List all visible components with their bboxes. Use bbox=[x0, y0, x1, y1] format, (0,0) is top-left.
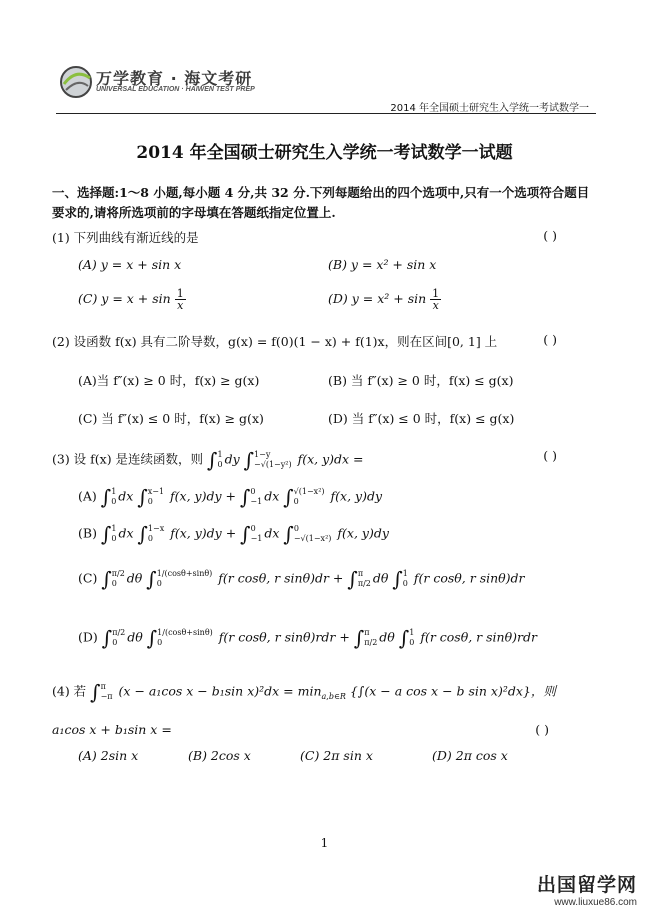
integral-limits: 1 0 bbox=[111, 524, 117, 543]
integral-sign-icon: ∫ bbox=[146, 567, 157, 591]
integral-sign-icon: ∫ bbox=[398, 626, 410, 650]
q4-option-b: (B) 2cos x bbox=[188, 748, 251, 763]
dx-symbol: dx bbox=[118, 525, 134, 541]
integral-limits: 0 −√(1−x²) bbox=[293, 524, 332, 543]
integral-sign-icon: ∫ bbox=[90, 680, 101, 704]
q4-option-d: (D) 2π cos x bbox=[432, 748, 508, 763]
q3-option-a bbox=[78, 485, 382, 509]
dtheta-symbol: dθ bbox=[127, 629, 143, 645]
q3-answer-paren: ( ) bbox=[543, 448, 557, 463]
q4-answer-paren: ( ) bbox=[535, 722, 549, 737]
haiwen-logo-icon bbox=[58, 64, 94, 100]
integral-limits: 1−x 0 bbox=[147, 524, 165, 543]
q2-option-b: (B) 当 f″(x) ≥ 0 时，f(x) ≤ g(x) bbox=[328, 373, 514, 388]
q3-stem bbox=[52, 448, 364, 472]
integral-sign-icon: ∫ bbox=[392, 567, 403, 591]
q1-option-a: (A) y = x + sin x bbox=[78, 257, 182, 272]
q3-option-d-expr2: f(r cosθ, r sinθ)rdr bbox=[420, 629, 537, 645]
q4-stem-expr2: {∫(x − a cos x − b sin x)²dx}，则 bbox=[349, 683, 556, 699]
integral-sign-icon: ∫ bbox=[101, 626, 113, 650]
q4-line2: a₁cos x + b₁sin x = bbox=[52, 722, 172, 737]
integral-limits: 0 −1 bbox=[250, 524, 263, 543]
integral-sign-icon: ∫ bbox=[207, 448, 218, 472]
integral-sign-icon: ∫ bbox=[100, 522, 112, 546]
q3-option-b bbox=[78, 522, 389, 546]
q4-stem bbox=[52, 680, 556, 704]
q1-answer-paren: ( ) bbox=[543, 228, 557, 243]
integral-limits: 1/(cosθ+sinθ) 0 bbox=[156, 569, 213, 588]
frac-denominator: x bbox=[432, 299, 439, 312]
q2-option-d: (D) 当 f″(x) ≤ 0 时，f(x) ≤ g(x) bbox=[328, 411, 515, 426]
integral-sign-icon: ∫ bbox=[137, 485, 148, 509]
q3-option-a-expr: f(x, y)dy + bbox=[170, 488, 236, 504]
q3-option-a-expr2: f(x, y)dy bbox=[330, 488, 383, 504]
dtheta-symbol: dθ bbox=[126, 570, 143, 586]
integral-limits: 1 0 bbox=[111, 487, 117, 506]
integral-limits: 1 0 bbox=[409, 628, 415, 647]
q3-option-d bbox=[78, 626, 537, 650]
q2-stem: (2) 设函数 f(x) 具有二阶导数，g(x) = f(0)(1 − x) + f(1)x，则在区间[0, 1] 上 bbox=[52, 334, 498, 349]
dx-symbol: dx bbox=[118, 488, 134, 504]
q2-answer-paren: ( ) bbox=[543, 332, 557, 347]
integral-sign-icon: ∫ bbox=[239, 485, 251, 509]
q3-option-c-expr2: f(r cosθ, r sinθ)dr bbox=[413, 570, 525, 586]
page-title: 2014 年全国硕士研究生入学统一考试数学一试题 bbox=[136, 143, 513, 163]
integral-limits: π π/2 bbox=[364, 628, 378, 647]
integral-sign-icon: ∫ bbox=[283, 485, 294, 509]
q1-option-c bbox=[78, 288, 186, 311]
integral-limits: π −π bbox=[100, 682, 113, 701]
q4-option-c: (C) 2π sin x bbox=[300, 748, 373, 763]
integral-limits: 1/(cosθ+sinθ) 0 bbox=[157, 628, 213, 647]
integral-sign-icon: ∫ bbox=[347, 567, 358, 591]
integral-limits: 0 −1 bbox=[250, 487, 263, 506]
integral-limits: x−1 0 bbox=[147, 487, 165, 506]
watermark bbox=[537, 870, 637, 908]
q1-option-d-text: (D) y = x² + sin bbox=[328, 291, 427, 306]
frac-numerator: 1 bbox=[176, 287, 184, 300]
integral-sign-icon: ∫ bbox=[100, 485, 112, 509]
integral-sign-icon: ∫ bbox=[243, 448, 255, 472]
q2-option-a: (A)当 f″(x) ≥ 0 时，f(x) ≥ g(x) bbox=[78, 373, 260, 388]
q3-option-d-expr: f(r cosθ, r sinθ)rdr + bbox=[218, 629, 350, 645]
integral-sign-icon: ∫ bbox=[146, 626, 158, 650]
q3-option-a-label: (A) bbox=[78, 488, 97, 504]
q3-option-d-label: (D) bbox=[78, 629, 98, 645]
q4-min-subscript: a,b∈R bbox=[321, 692, 346, 701]
q1-option-c-fraction bbox=[175, 288, 186, 311]
q3-stem-text: (3) 设 f(x) 是连续函数，则 bbox=[52, 451, 204, 467]
q1-option-c-text: (C) y = x + sin bbox=[78, 291, 171, 306]
q3-option-b-label: (B) bbox=[78, 525, 97, 541]
q1-option-d-fraction bbox=[430, 288, 441, 311]
section-heading: 一、选择题:1～8 小题,每小题 4 分,共 32 分.下列每题给出的四个选项中,只有一个选项符合题目要求的,请将所选项前的字母填在答题纸指定位置上. bbox=[52, 185, 590, 220]
integral-limits: π/2 0 bbox=[112, 628, 126, 647]
q4-stem-expr: (x − a₁cos x − b₁sin x)²dx = min bbox=[118, 683, 322, 699]
q3-option-b-expr: f(x, y)dy + bbox=[170, 525, 237, 541]
integral-limits: π/2 0 bbox=[111, 569, 125, 588]
header-exam-title: 2014 年全国硕士研究生入学统一考试数学一 bbox=[390, 103, 589, 114]
watermark-cn: 出国留学网 bbox=[536, 874, 637, 896]
integral-limits: 1 0 bbox=[217, 450, 223, 469]
dy-symbol: dy bbox=[224, 451, 240, 467]
integral-limits: 1−y −√(1−y²) bbox=[254, 450, 292, 469]
logo-text-en: UNIVERSAL EDUCATION · HAIWEN TEST PREP bbox=[96, 86, 255, 93]
dtheta-symbol: dθ bbox=[379, 629, 395, 645]
q1-option-b: (B) y = x² + sin x bbox=[328, 257, 437, 272]
q1-option-d bbox=[328, 288, 441, 311]
integral-sign-icon: ∫ bbox=[283, 522, 294, 546]
integral-sign-icon: ∫ bbox=[101, 567, 112, 591]
page-number: 1 bbox=[320, 836, 329, 850]
q4-option-a: (A) 2sin x bbox=[78, 748, 139, 763]
integral-limits: √(1−x²) 0 bbox=[293, 487, 325, 506]
header-divider bbox=[56, 113, 596, 114]
q3-option-b-expr2: f(x, y)dy bbox=[337, 525, 389, 541]
integral-limits: 1 0 bbox=[402, 569, 408, 588]
q1-stem: (1) 下列曲线有渐近线的是 bbox=[52, 230, 199, 245]
watermark-url: www.liuxue86.com bbox=[554, 897, 637, 908]
integral-sign-icon: ∫ bbox=[137, 522, 148, 546]
q4-stem-text: (4) 若 bbox=[52, 683, 87, 699]
dtheta-symbol: dθ bbox=[372, 570, 389, 586]
q3-option-c-label: (C) bbox=[78, 570, 98, 586]
integral-limits: π π/2 bbox=[357, 569, 371, 588]
frac-denominator: x bbox=[177, 299, 184, 312]
q2-option-c: (C) 当 f″(x) ≤ 0 时，f(x) ≥ g(x) bbox=[78, 411, 264, 426]
q3-stem-expr: f(x, y)dx = bbox=[297, 451, 364, 467]
logo-text-cn: 万学教育 · 海文考研 bbox=[96, 69, 253, 88]
frac-numerator: 1 bbox=[432, 287, 440, 300]
q3-option-c bbox=[78, 567, 525, 591]
integral-sign-icon: ∫ bbox=[353, 626, 365, 650]
integral-sign-icon: ∫ bbox=[240, 522, 251, 546]
dx-symbol: dx bbox=[264, 488, 280, 504]
dx-symbol: dx bbox=[264, 525, 280, 541]
q3-option-c-expr: f(r cosθ, r sinθ)dr + bbox=[218, 570, 344, 586]
